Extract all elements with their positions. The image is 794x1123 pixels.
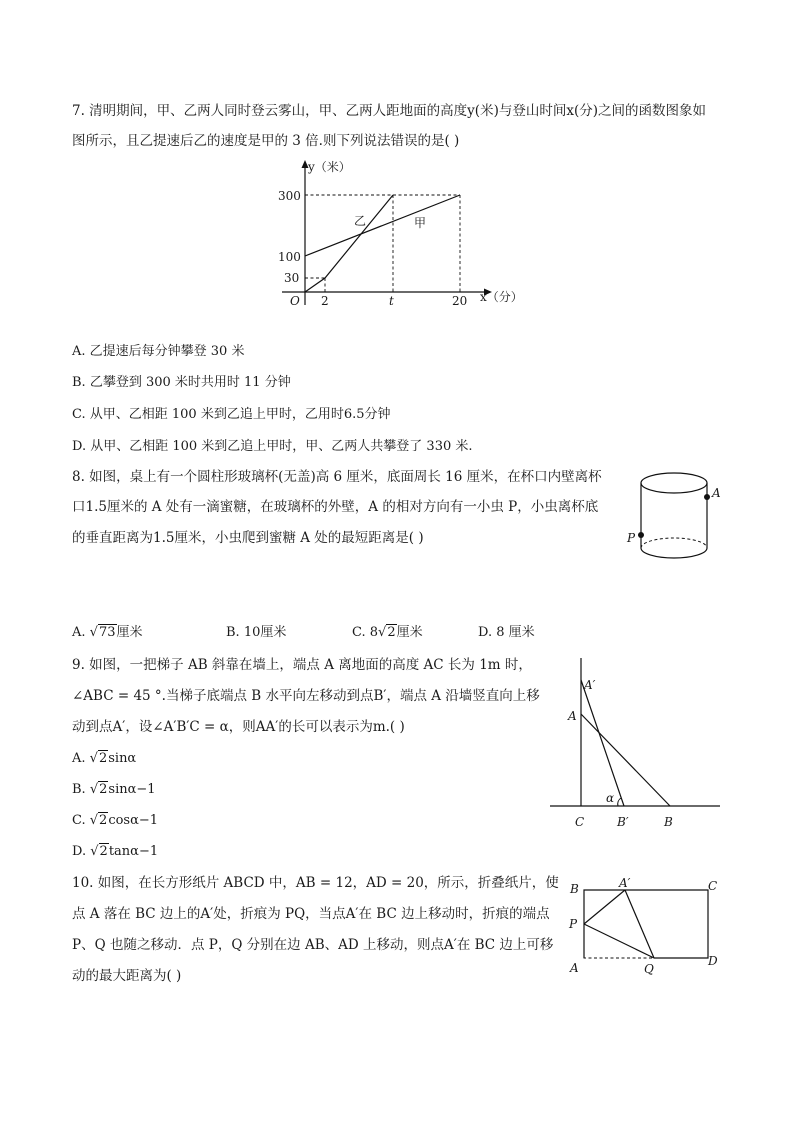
y-axis-label: y（米） — [308, 160, 351, 174]
label-c: C — [575, 815, 585, 829]
q10-rectangle-fold-figure — [562, 876, 734, 978]
segment-a1-q — [625, 890, 654, 958]
q8-cylinder-figure — [622, 465, 732, 575]
q8-option-b[interactable]: B. 10厘米 — [226, 625, 287, 640]
point-p — [638, 532, 644, 538]
q7-function-graph — [270, 155, 530, 315]
q9-stem-line-3: 动到点A′，设∠A′B′C = α，则AA′的长可以表示为m.( ) — [72, 719, 405, 735]
label-a: A — [570, 961, 579, 975]
label-jia: 甲 — [414, 216, 427, 230]
segment-p-a1 — [584, 890, 625, 924]
q8-stem-line-2: 口1.5厘米的 A 处有一滴蜜糖，在玻璃杯的外壁，A 的相对方向有一小虫 P，小虫离杯底 — [72, 499, 599, 515]
line-jia — [305, 195, 460, 256]
q7-option-b[interactable]: B. 乙攀登到 300 米时共用时 11 分钟 — [72, 375, 291, 390]
q10-stem-line-3: P、Q 也随之移动．点 P，Q 分别在边 AB、AD 上移动，则点A′在 BC 边上可移 — [72, 937, 554, 953]
rectangle-outline — [584, 890, 708, 958]
sqrt-radicand: 2 — [98, 751, 108, 766]
q10-stem-line-2: 点 A 落在 BC 边上的A′处，折痕为 PQ，当点A′在 BC 边上移动时，折痕的端点 — [72, 906, 550, 922]
sqrt-icon: √ — [90, 844, 99, 859]
q9-stem-line-2: ∠ABC = 45 °.当梯子底端点 B 水平向左移动到点B′，端点 A 沿墙竖直向上移 — [72, 688, 540, 704]
sqrt-icon: √ — [89, 813, 99, 828]
label-b: B — [570, 882, 579, 896]
sqrt-icon: √ — [89, 782, 99, 797]
sqrt-icon: √ — [89, 625, 98, 640]
q9-option-d[interactable]: D. √2tanα−1 — [72, 844, 159, 859]
ytick-30: 30 — [284, 271, 300, 285]
label-a1: A′ — [619, 876, 631, 890]
label-p: P — [627, 531, 636, 545]
ytick-100: 100 — [278, 250, 301, 264]
q9-option-a[interactable]: A. √2sinα — [72, 751, 137, 766]
label-d: D — [708, 954, 718, 968]
label-a: A — [568, 709, 577, 723]
label-alpha: α — [606, 791, 615, 805]
sqrt-icon: √ — [378, 625, 387, 640]
ladder-a1b1 — [581, 680, 624, 806]
dashed-guides — [305, 195, 460, 292]
q8-stem-line-1: 8. 如图，桌上有一个圆柱形玻璃杯(无盖)高 6 厘米，底面周长 16 厘米，在杯口内壁离杯 — [72, 469, 602, 485]
q9-ladder-figure — [548, 658, 726, 830]
label-yi: 乙 — [354, 214, 367, 228]
sqrt-radicand: 73 — [98, 625, 116, 640]
xtick-20: 20 — [452, 294, 468, 308]
q8-option-d[interactable]: D. 8 厘米 — [478, 625, 535, 640]
q7-stem-line-1: 7. 清明期间，甲、乙两人同时登云雾山，甲、乙两人距地面的高度y(米)与登山时间x(分)之间的函数图象如 — [72, 103, 706, 119]
label-b1: B′ — [617, 815, 629, 829]
q7-option-d[interactable]: D. 从甲、乙相距 100 米到乙追上甲时，甲、乙两人共攀登了 330 米. — [72, 439, 473, 454]
q9-option-b[interactable]: B. √2sinα−1 — [72, 782, 156, 797]
ladder-ab — [581, 714, 670, 806]
origin-label: O — [290, 294, 300, 308]
ytick-300: 300 — [278, 189, 301, 203]
q7-option-a[interactable]: A. 乙提速后每分钟攀登 30 米 — [72, 344, 245, 359]
crease-pq — [584, 924, 654, 958]
cylinder-top — [641, 473, 707, 493]
x-axis-label: x（分） — [480, 290, 523, 304]
label-a1: A′ — [584, 678, 596, 692]
sqrt-radicand: 2 — [99, 782, 108, 797]
label-q: Q — [644, 962, 654, 976]
angle-alpha-arc — [618, 798, 621, 806]
q8-option-a[interactable]: A. √73厘米 — [72, 625, 143, 640]
q7-stem-line-2: 图所示，且乙提速后乙的速度是甲的 3 倍.则下列说法错误的是( ) — [72, 133, 460, 149]
line-yi — [305, 195, 393, 292]
q8-option-c[interactable]: C. 8√2厘米 — [352, 625, 423, 640]
label-a: A — [712, 486, 721, 500]
q7-option-c[interactable]: C. 从甲、乙相距 100 米到乙追上甲时，乙用时6.5分钟 — [72, 407, 391, 422]
sqrt-icon: √ — [89, 751, 98, 766]
q9-option-c[interactable]: C. √2cosα−1 — [72, 813, 159, 828]
cylinder-bottom-front — [641, 548, 707, 558]
q10-stem-line-4: 动的最大距离为( ) — [72, 968, 182, 984]
cylinder-bottom-back — [641, 538, 707, 548]
q8-stem-line-3: 的垂直距离为1.5厘米，小虫爬到蜜糖 A 处的最短距离是( ) — [72, 530, 424, 546]
xtick-t: t — [389, 294, 394, 308]
label-p: P — [569, 917, 578, 931]
q9-stem-line-1: 9. 如图，一把梯子 AB 斜靠在墙上，端点 A 离地面的高度 AC 长为 1m 时， — [72, 657, 532, 673]
label-b: B — [664, 815, 673, 829]
sqrt-radicand: 2 — [99, 813, 108, 828]
sqrt-radicand: 2 — [387, 625, 396, 640]
xtick-2: 2 — [321, 294, 329, 308]
sqrt-radicand: 2 — [99, 844, 108, 859]
point-a — [704, 494, 710, 500]
q10-stem-line-1: 10. 如图，在长方形纸片 ABCD 中，AB = 12，AD = 20，所示，折叠纸片，使 — [72, 875, 559, 891]
label-c: C — [708, 879, 718, 893]
